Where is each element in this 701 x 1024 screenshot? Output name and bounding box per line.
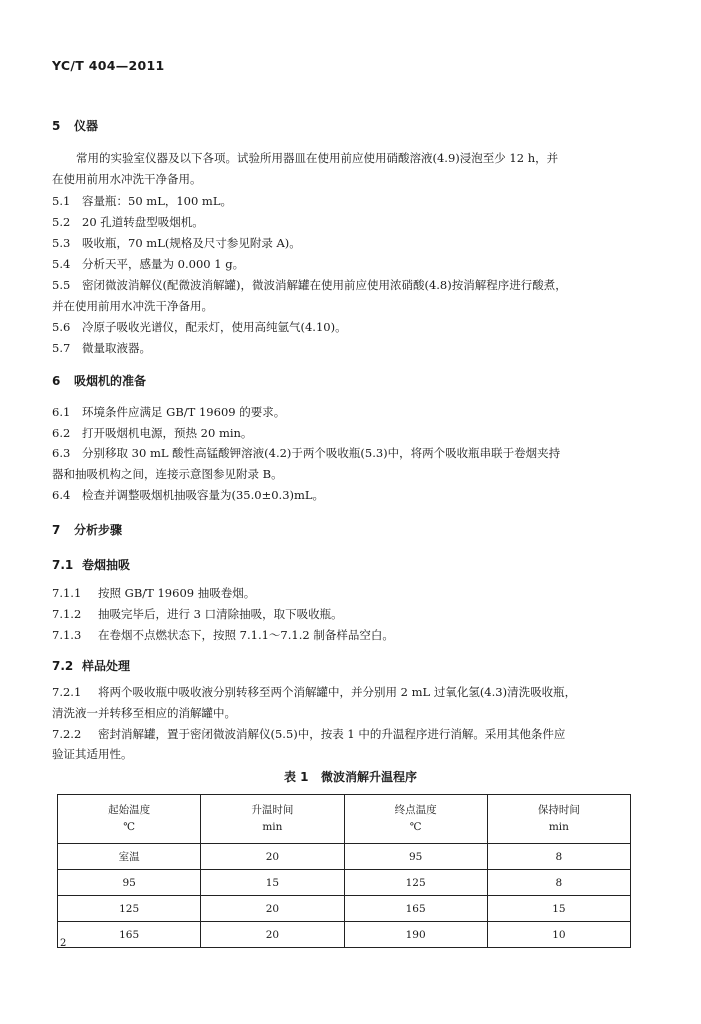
table-cell: 室温 <box>58 844 201 870</box>
column-header: 升温时间 min <box>201 795 344 844</box>
table-cell: 165 <box>58 922 201 948</box>
list-item-5-2: 5.2 20 孔道转盘型吸烟机。 <box>52 215 204 229</box>
column-header: 保持时间 min <box>487 795 630 844</box>
list-item-7-2-2-cont: 验证其适用性。 <box>52 747 133 761</box>
list-item-7-1-3: 7.1.3 在卷烟不点燃状态下，按照 7.1.1～7.1.2 制备样品空白。 <box>52 628 394 642</box>
table-header-row <box>58 795 631 844</box>
list-item-7-2-1: 7.2.1 将两个吸收瓶中吸收液分别转移至两个消解罐中，并分别用 2 mL 过氧化氢(4.3)清洗吸收瓶， <box>52 685 577 699</box>
table-row <box>58 922 631 948</box>
table-cell: 15 <box>201 870 344 896</box>
list-item-6-3: 6.3 分别移取 30 mL 酸性高锰酸钾溶液(4.2)于两个吸收瓶(5.3)中，将两个吸收瓶串联于卷烟夹持 <box>52 446 561 460</box>
list-item-7-2-1-cont: 清洗液一并转移至相应的消解罐中。 <box>52 706 236 720</box>
list-item-5-5: 5.5 密闭微波消解仪(配微波消解罐)，微波消解罐在使用前应使用浓硝酸(4.8)按消解程序进行酸煮， <box>52 278 567 292</box>
list-item-5-3: 5.3 吸收瓶，70 mL(规格及尺寸参见附录 A)。 <box>52 236 301 250</box>
section-6-heading: 6 吸烟机的准备 <box>52 374 147 388</box>
table-cell: 125 <box>344 870 487 896</box>
list-item-5-1: 5.1 容量瓶：50 mL，100 mL。 <box>52 194 232 208</box>
table-cell: 20 <box>201 896 344 922</box>
list-item-5-6: 5.6 冷原子吸收光谱仪，配汞灯，使用高纯氩气(4.10)。 <box>52 320 347 334</box>
list-item-7-1-1: 7.1.1 按照 GB/T 19609 抽吸卷烟。 <box>52 586 256 600</box>
section-5-intro: 常用的实验室仪器及以下各项。试验所用器皿在使用前应使用硝酸溶液(4.9)浸泡至少 12 h，并 <box>76 151 559 165</box>
table-cell: 10 <box>487 922 630 948</box>
table-cell: 165 <box>344 896 487 922</box>
table-cell: 125 <box>58 896 201 922</box>
table-cell: 8 <box>487 870 630 896</box>
table-caption: 表 1 微波消解升温程序 <box>283 770 418 784</box>
section-7-heading: 7 分析步骤 <box>52 523 123 537</box>
list-item-6-3-cont: 器和抽吸机构之间，连接示意图参见附录 B。 <box>52 467 283 481</box>
section-5-heading: 5 仪器 <box>52 119 99 133</box>
table-cell: 95 <box>344 844 487 870</box>
column-header: 起始温度 ℃ <box>58 795 201 844</box>
list-item-6-4: 6.4 检查并调整吸烟机抽吸容量为(35.0±0.3)mL。 <box>52 488 325 502</box>
subsection-7-1-heading: 7.1 卷烟抽吸 <box>52 558 131 572</box>
list-item-6-2: 6.2 打开吸烟机电源，预热 20 min。 <box>52 426 253 440</box>
list-item-7-1-2: 7.1.2 抽吸完毕后，进行 3 口清除抽吸，取下吸收瓶。 <box>52 607 343 621</box>
table-cell: 190 <box>344 922 487 948</box>
subsection-7-2-heading: 7.2 样品处理 <box>52 659 131 673</box>
table-row <box>58 896 631 922</box>
section-5-intro-cont: 在使用前用水冲洗干净备用。 <box>52 172 202 186</box>
table-cell: 20 <box>201 844 344 870</box>
table-cell: 8 <box>487 844 630 870</box>
list-item-6-1: 6.1 环境条件应满足 GB/T 19609 的要求。 <box>52 405 286 419</box>
list-item-5-7: 5.7 微量取液器。 <box>52 341 151 355</box>
column-header: 终点温度 ℃ <box>344 795 487 844</box>
list-item-5-4: 5.4 分析天平，感量为 0.000 1 g。 <box>52 257 245 271</box>
heating-program-table <box>57 794 631 948</box>
table-cell: 15 <box>487 896 630 922</box>
table-row <box>58 870 631 896</box>
page-number: 2 <box>60 938 67 949</box>
table-row <box>58 844 631 870</box>
standard-number: YC/T 404—2011 <box>52 58 165 73</box>
list-item-7-2-2: 7.2.2 密封消解罐，置于密闭微波消解仪(5.5)中，按表 1 中的升温程序进行消解。采用其他条件应 <box>52 727 566 741</box>
list-item-5-5-cont: 并在使用前用水冲洗干净备用。 <box>52 299 213 313</box>
table-cell: 95 <box>58 870 201 896</box>
table-cell: 20 <box>201 922 344 948</box>
